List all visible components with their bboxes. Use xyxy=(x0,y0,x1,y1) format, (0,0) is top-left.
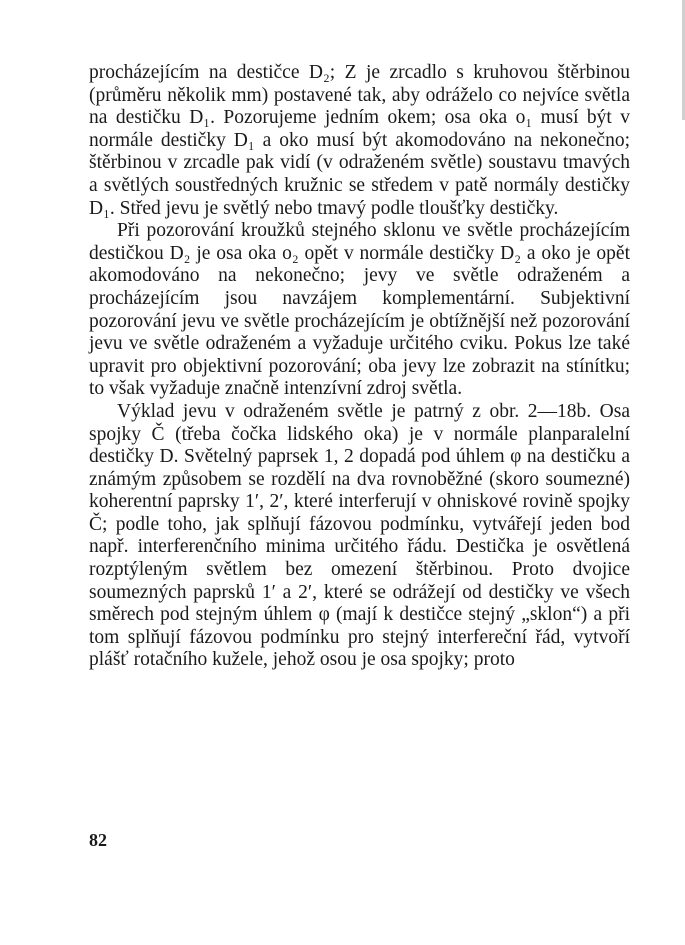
paragraph-1: procházejícím na destičce D₂; Z je zrcadlo s kruhovou štěrbinou (průměru několik mm) postavené tak, aby odráželo co nejvíce světla na destičku D₁. Pozorujeme jedním okem; osa oka o₁ musí být v normále destičky D₁ a oko musí být akomodováno na nekonečno; štěrbinou v zrcadle pak vidí (v odraženém světle) soustavu tmavých a světlých soustředných kružnic se středem v patě normály destičky D₁. Střed jevu je světlý nebo tmavý podle tloušťky destičky. xyxy=(89,62,630,219)
paragraph-3: Výklad jevu v odraženém světle je patrný z obr. 2—18b. Osa spojky Č (třeba čočka lidského oka) je v normále planparalelní destičky D. Světelný paprsek 1, 2 dopadá pod úhlem φ na destičku a známým způsobem se rozdělí na dva rovnoběžné (skoro soumezné) koherentní paprsky 1′, 2′, které interferují v ohniskové rovině spojky Č; podle toho, jak splňují fázovou podmínku, vytvářejí jeden bod např. interferenčního minima určitého řádu. Destička je osvětlená rozptýleným světlem bez omezení štěrbinou. Proto dvojice soumezných paprsků 1′ a 2′, které se odrážejí od destičky ve všech směrech pod stejným úhlem φ (mají k destičce stejný „sklon“) a při tom splňují fázovou podmínku pro stejný interfereční řád, vytvoří plášť rotačního kužele, jehož osou je osa spojky; proto xyxy=(89,400,630,671)
paragraph-2: Při pozorování kroužků stejného sklonu ve světle procházejícím destičkou D₂ je osa oka o₂ opět v normále destičky D₂ a oko je opět akomodováno na nekonečno; jevy ve světle odraženém a procházejícím jsou navzájem komplementární. Subjektivní pozorování jevu ve světle procházejícím je obtížnější než pozorování jevu ve světle odraženém a vyžaduje určitého cviku. Pokus lze také upravit pro objektivní pozorování; oba jevy lze zobrazit na stínítku; to však vyžaduje značně intenzívní zdroj světla. xyxy=(89,220,630,400)
page-number: 82 xyxy=(89,830,107,850)
body-text xyxy=(89,62,630,672)
